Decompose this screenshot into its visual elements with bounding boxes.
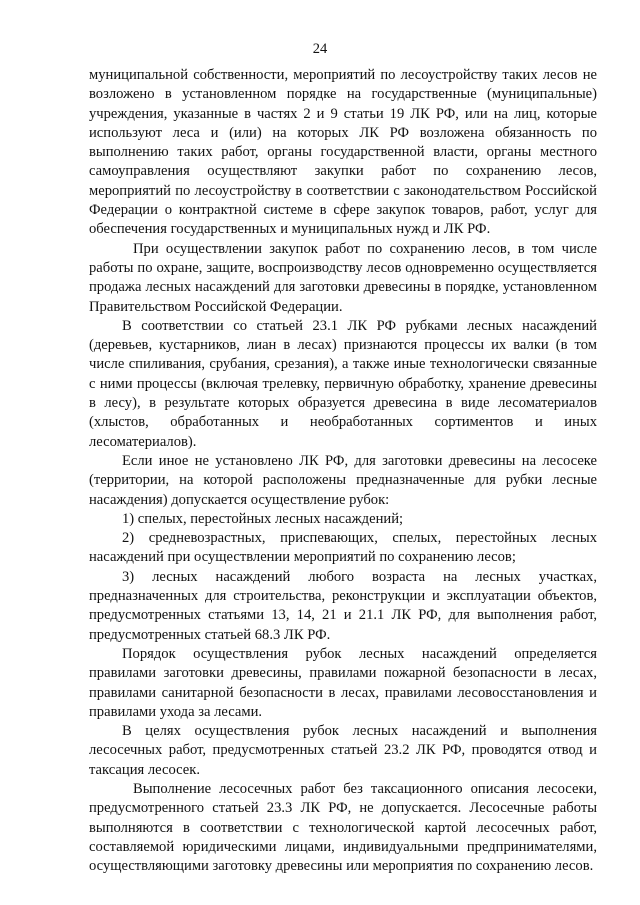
paragraph: При осуществлении закупок работ по сохранению лесов, в том числе работы по охране, защите, воспроизводству лесов одновременно осуществляется продажа лесных насаждений для заготовки древесины в порядке, установленном Правительством Российской Федерации. xyxy=(89,240,597,315)
paragraph: Порядок осуществления рубок лесных насаждений определяется правилами заготовки древесины, правилами пожарной безопасности в лесах, правилами санитарной безопасности в лесах, правилами лесовосстановления и правилами ухода за лесами. xyxy=(89,645,597,720)
list-item: 2) средневозрастных, приспевающих, спелых, перестойных лесных насаждений при осуществлении мероприятий по сохранению лесов; xyxy=(89,530,597,566)
paragraph: В целях осуществления рубок лесных насаждений и выполнения лесосечных работ, предусмотренных статьей 23.2 ЛК РФ, проводятся отвод и таксация лесосек. xyxy=(89,723,597,778)
document-body xyxy=(89,66,597,876)
paragraph: муниципальной собственности, мероприятий по лесоустройству таких лесов не возложено в установленном порядке на государственные (муниципальные) учреждения, указанные в частях 2 и 9 статьи 19 ЛК РФ, или на лиц, которые используют леса и (или) на которых ЛК РФ возложена обязанность по выполнению таких работ, органы государственной власти, органы местного самоуправления осуществляют закупки работ по сохранению лесов, мероприятий по лесоустройству в соответствии с законодательством Российской Федерации о контрактной системе в сфере закупок товаров, работ, услуг для обеспечения государственных и муниципальных нужд и ЛК РФ. xyxy=(89,67,597,238)
paragraph: Если иное не установлено ЛК РФ, для заготовки древесины на лесосеке (территории, на которой расположены предназначенные для рубки лесные насаждения) допускается осуществление рубок: xyxy=(89,452,597,508)
paragraph: В соответствии со статьей 23.1 ЛК РФ рубками лесных насаждений (деревьев, кустарников, лиан в лесах) признаются процессы их валки (в том числе спиливания, срубания, срезания), а также иные технологически связанные с ними процессы (включая трелевку, первичную обработку, хранение древесины в лесу), в результате которых образуется древесина в виде лесоматериалов (хлыстов, обработанных и необработанных сортиментов и иных лесоматериалов). xyxy=(89,317,597,450)
list-item: 3) лесных насаждений любого возраста на лесных участках, предназначенных для строительства, реконструкции и эксплуатации объектов, предусмотренных статьями 13, 14, 21 и 21.1 ЛК РФ, для выполнения работ, предусмотренных статьей 68.3 ЛК РФ. xyxy=(89,568,597,643)
page-number: 24 xyxy=(312,41,328,57)
paragraph: Выполнение лесосечных работ без таксационного описания лесосеки, предусмотренного статьей 23.3 ЛК РФ, не допускается. Лесосечные работы выполняются в соответствии с технологической картой лесосечных работ, составляемой юридическими лицами, индивидуальными предпринимателями, осуществляющими заготовку древесины или мероприятия по сохранению лесов. xyxy=(89,780,597,875)
list-item: 1) спелых, перестойных лесных насаждений; xyxy=(122,510,404,527)
